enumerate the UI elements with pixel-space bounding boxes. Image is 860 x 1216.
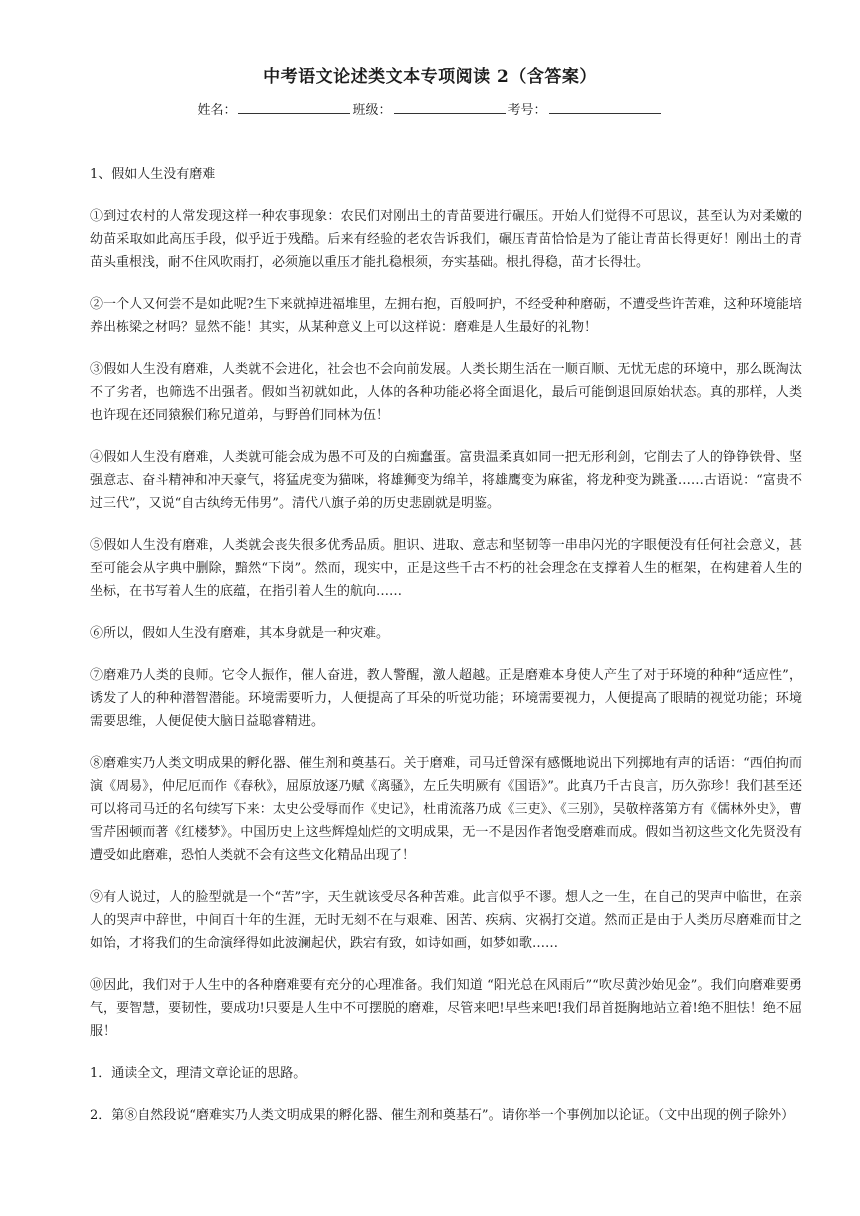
page-title: 中考语文论述类文本专项阅读 2（含答案）	[263, 67, 597, 87]
paragraph-3: ③假如人生没有磨难，人类就不会进化，社会也不会向前发展。人类长期生活在一顺百顺、无忧无虑的环境中，那么既淘汰不了劣者，也筛选不出强者。假如当初就如此，人体的各种功能必将全面退化，最后可能倒退回原始状态。真的那样，人类也许现在还同猿猴们称兄道弟，与野兽们同林为伍！	[90, 362, 802, 423]
paragraph-2: ②一个人又何尝不是如此呢?生下来就掉进福堆里，左拥右抱，百般呵护，不经受种种磨砺，不遭受些许苦难，这种环境能培养出栋梁之材吗？显然不能！其实，从某种意义上可以这样说：磨难是人生最好的礼物！	[90, 297, 802, 335]
class-blank[interactable]	[394, 101, 506, 114]
section-heading: 1、假如人生没有磨难	[90, 167, 216, 182]
name-label: 姓名：	[197, 103, 237, 118]
paragraph-1: ①到过农村的人常发现这样一种农事现象：农民们对刚出土的青苗要进行碾压。开始人们觉得不可思议，甚至认为对柔嫩的幼苗采取如此高压手段，似乎近于残酷。后来有经验的老农告诉我们，碾压青苗恰恰是为了能让青苗长得更好！刚出土的青苗头重根浅，耐不住风吹雨打，必须施以重压才能扎稳根须，夯实基础。根扎得稳，苗才长得壮。	[90, 209, 802, 270]
question-2: 2．第⑧自然段说“磨难实乃人类文明成果的孵化器、催生剂和奠基石”。请你举一个事例加以论证。（文中出现的例子除外）	[90, 1108, 795, 1123]
class-label: 班级：	[352, 103, 392, 118]
question-1: 1．通读全文，理清文章论证的思路。	[90, 1066, 307, 1081]
paragraph-4: ④假如人生没有磨难，人类就可能会成为愚不可及的白痴蠢蛋。富贵温柔真如同一把无形利剑，它削去了人的铮铮铁骨、坚强意志、奋斗精神和冲天豪气，将猛虎变为猫咪，将雄狮变为绵羊，将雄鹰变为麻雀，将龙种变为跳蚤……古语说：“富贵不过三代”，又说“自古纨绔无伟男”。清代八旗子弟的历史悲剧就是明鉴。	[90, 450, 802, 511]
number-blank[interactable]	[549, 101, 661, 114]
paragraph-8: ⑧磨难实乃人类文明成果的孵化器、催生剂和奠基石。关于磨难，司马迁曾深有感慨地说出下列掷地有声的话语：“西伯拘而演《周易》，仲尼厄而作《春秋》，屈原放逐乃赋《离骚》，左丘失明厥有《国语》”。此真乃千古良言，历久弥珍！我们甚至还可以将司马迁的名句续写下来：太史公受辱而作《史记》，杜甫流落乃成《三吏》、《三别》，吴敬梓落第方有《儒林外史》，曹雪芹困顿而著《红楼梦》。中国历史上这些辉煌灿烂的文明成果，无一不是因作者饱受磨难而成。假如当初这些文化先贤没有遭受如此磨难，恐怕人类就不会有这些文化精品出现了！	[90, 756, 802, 863]
name-blank[interactable]	[238, 101, 350, 114]
paragraph-7: ⑦磨难乃人类的良师。它令人振作，催人奋进，教人警醒，激人超越。正是磨难本身使人产生了对于环境的种种“适应性”，诱发了人的种种潜智潜能。环境需要听力，人便提高了耳朵的听觉功能；环境需要视力，人便提高了眼睛的视觉功能；环境需要思维，人便促使大脑日益聪睿精进。	[90, 668, 802, 729]
paragraph-6: ⑥所以，假如人生没有磨难，其本身就是一种灾难。	[90, 626, 390, 641]
paragraph-5: ⑤假如人生没有磨难，人类就会丧失很多优秀品质。胆识、进取、意志和坚韧等一串串闪光的字眼便没有任何社会意义，甚至可能会从字典中删除，黯然“下岗”。然而，现实中，正是这些千古不朽的社会理念在支撑着人生的框架，在构建着人生的坐标，在书写着人生的底蕴，在指引着人生的航向……	[90, 538, 802, 599]
student-info-line	[0, 99, 860, 118]
article-body	[90, 163, 802, 1146]
number-label: 考号：	[507, 103, 547, 118]
paragraph-10: ⑩因此，我们对于人生中的各种磨难要有充分的心理准备。我们知道 “阳光总在风雨后”“吹尽黄沙始见金”。我们向磨难要勇气，要智慧，要韧性，要成功!只要是人生中不可摆脱的磨难，尽管来吧!早些来吧!我们昂首挺胸地站立着!绝不胆怯！绝不屈服！	[90, 978, 802, 1039]
paragraph-9: ⑨有人说过，人的脸型就是一个“苦”字，天生就该受尽各种苦难。此言似乎不谬。想人之一生，在自己的哭声中临世，在亲人的哭声中辞世，中间百十年的生涯，无时无刻不在与艰难、困苦、疾病、灾祸打交道。然而正是由于人类历尽磨难而甘之如饴，才将我们的生命演绎得如此波澜起伏，跌宕有致，如诗如画，如梦如歌……	[90, 890, 802, 951]
